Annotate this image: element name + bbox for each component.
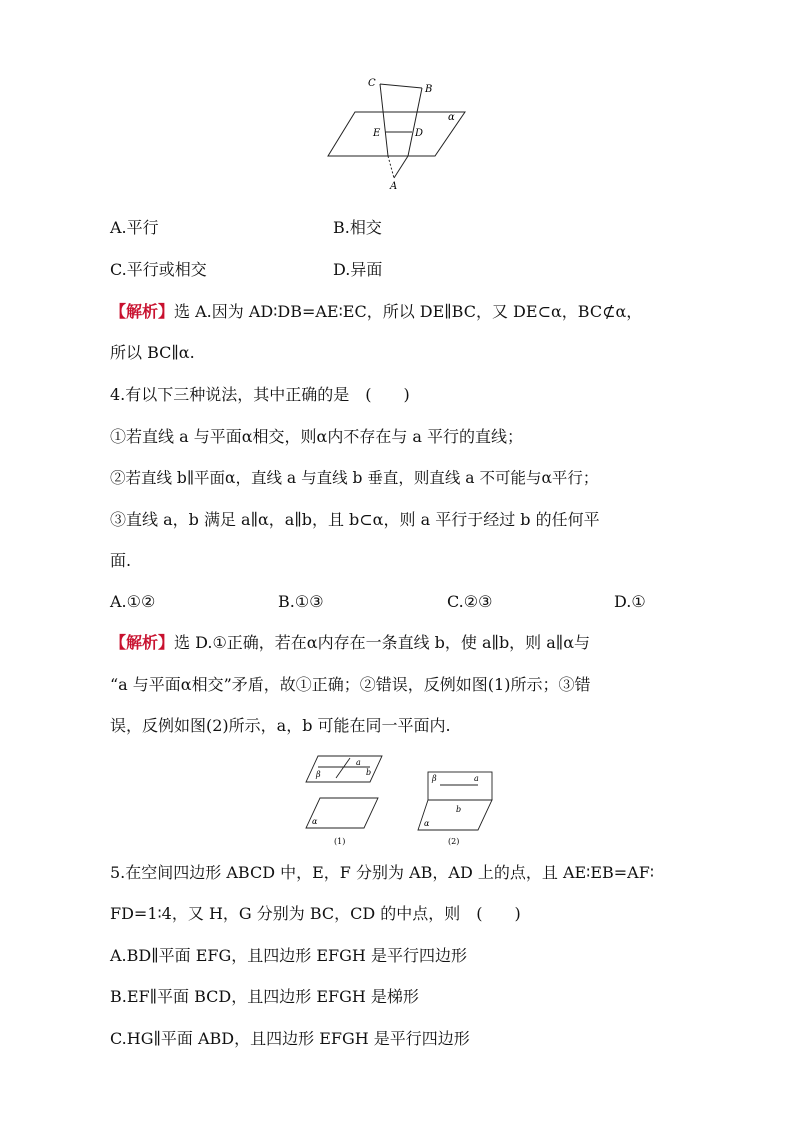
q4-statement-1: ①若直线 a 与平面α相交，则α内不存在与 a 平行的直线；: [110, 427, 524, 446]
q4-option-d: D.①: [614, 592, 646, 611]
figure-counterexample-2: [414, 768, 504, 852]
label-a-1: a: [356, 758, 361, 767]
label-alpha-1: α: [312, 817, 318, 826]
q5-option-c: C.HG∥平面 ABD，且四边形 EFGH 是平行四边形: [110, 1029, 470, 1048]
q4-solution-line3: 误，反例如图(2)所示，a，b 可能在同一平面内.: [110, 716, 451, 735]
q4-option-c: C.②③: [447, 592, 493, 611]
q5-stem-line1: 5.在空间四边形 ABCD 中，E，F 分别为 AB，AD 上的点，且 AE∶EB=AF∶: [110, 863, 655, 882]
label-a-2: a: [474, 774, 479, 783]
figure-counterexample-1: [300, 752, 390, 852]
q5-option-a: A.BD∥平面 EFG，且四边形 EFGH 是平行四边形: [110, 946, 467, 965]
label-c: C: [368, 78, 376, 89]
q4-option-a: A.①②: [110, 592, 156, 611]
edge-ba-lower: [394, 156, 408, 178]
edge-ba-upper: [408, 88, 422, 156]
edge-ca-upper: [380, 84, 388, 156]
plane-alpha: [328, 112, 465, 156]
q3-option-b: B.相交: [333, 218, 382, 237]
label-e: E: [373, 128, 381, 139]
q4-statement-2: ②若直线 b∥平面α，直线 a 与直线 b 垂直，则直线 a 不可能与α平行；: [110, 469, 599, 487]
q4-solution-line2: “a 与平面α相交”矛盾，故①正确；②错误，反例如图(1)所示；③错: [110, 675, 591, 694]
q3-solution-line2: 所以 BC∥α.: [110, 343, 195, 362]
label-alpha: α: [448, 112, 455, 123]
label-beta-1: β: [316, 770, 321, 779]
label-a: A: [390, 181, 398, 192]
label-b: B: [425, 84, 433, 95]
line-b-1: [336, 758, 350, 778]
q3-solution-text1: 选 A.因为 AD∶DB=AE∶EC，所以 DE∥BC，又 DE⊂α，BC⊄α，: [174, 302, 643, 321]
caption-2: (2): [448, 837, 460, 846]
figure-plane-triangle: [320, 72, 480, 197]
label-d: D: [415, 128, 424, 139]
label-alpha-2: α: [424, 819, 430, 828]
q4-option-b: B.①③: [278, 592, 324, 611]
plane-beta-2: [428, 772, 492, 800]
q3-option-a: A.平行: [110, 218, 159, 237]
q3-option-d: D.异面: [333, 260, 383, 279]
q4-solution-text1: 选 D.①正确，若在α内存在一条直线 b，使 a∥b，则 a∥α与: [174, 633, 591, 652]
q4-solution-line1: [110, 633, 590, 653]
q3-solution-line1: [110, 302, 642, 322]
q4-statement-3: ③直线 a，b 满足 a∥α，a∥b，且 b⊂α，则 a 平行于经过 b 的任何平: [110, 510, 600, 529]
q4-stem: 4.有以下三种说法，其中正确的是 ( ): [110, 385, 410, 404]
q3-option-c: C.平行或相交: [110, 260, 207, 279]
label-b-2: b: [456, 805, 462, 814]
q4-solution-tag: 【解析】: [110, 633, 175, 652]
edge-ca-lower: [388, 156, 394, 178]
q5-option-b: B.EF∥平面 BCD，且四边形 EFGH 是梯形: [110, 987, 419, 1006]
q4-statement-3-cont: 面.: [110, 551, 132, 570]
edge-cb: [380, 84, 422, 88]
label-b-1: b: [366, 768, 372, 777]
label-beta-2: β: [432, 774, 437, 783]
q5-stem-line2: FD=1∶4，又 H，G 分别为 BC，CD 的中点，则 ( ): [110, 904, 521, 923]
caption-1: (1): [334, 837, 346, 846]
q3-solution-tag: 【解析】: [110, 302, 175, 321]
